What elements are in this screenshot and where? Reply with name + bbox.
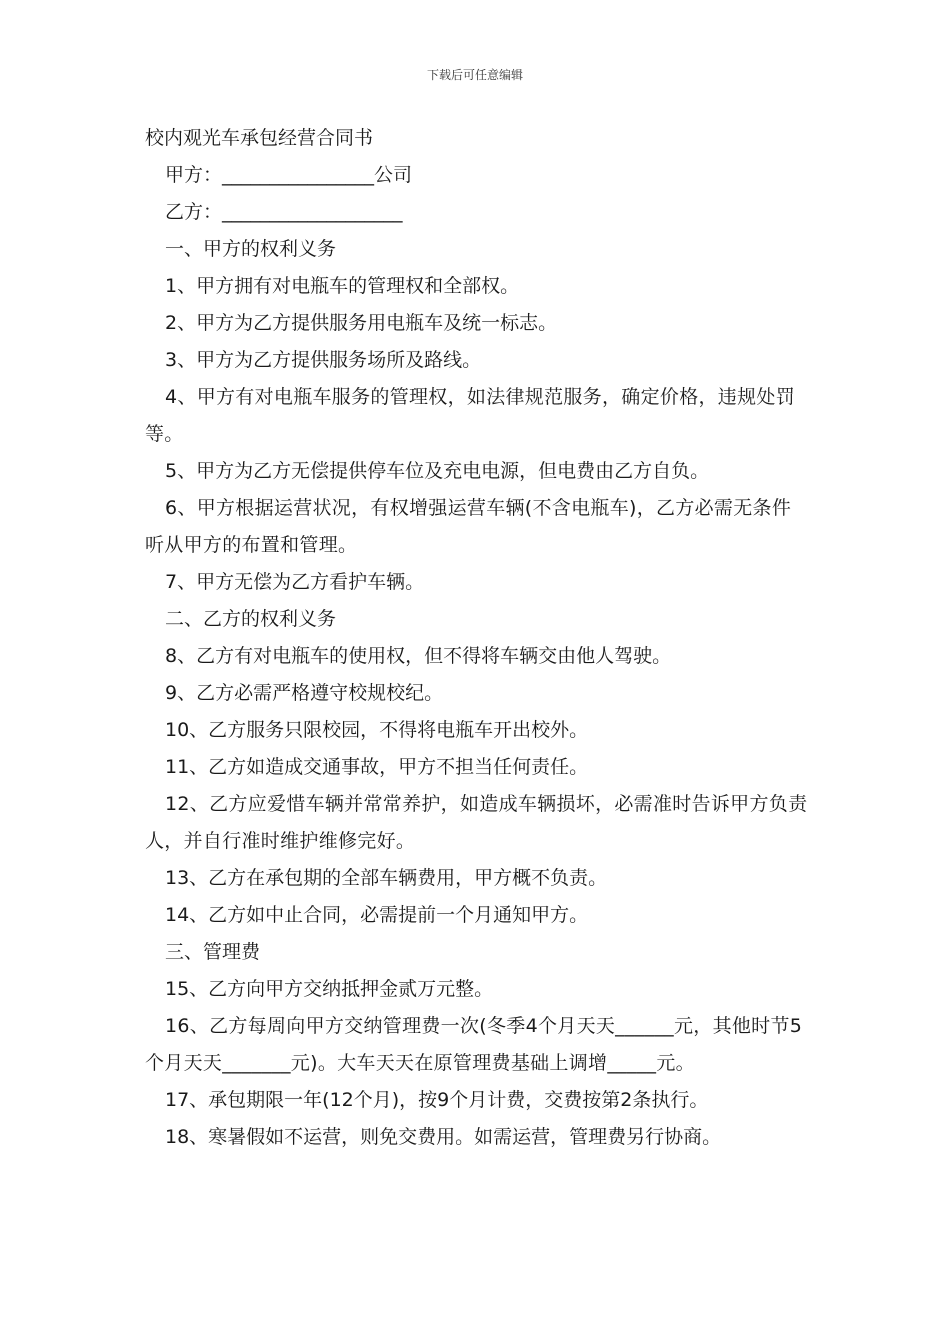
contract-document (145, 120, 810, 1156)
clause-13: 13、乙方在承包期的全部车辆费用，甲方概不负责。 (165, 867, 608, 889)
section-heading-3: 三、管理费 (165, 941, 261, 963)
section-heading-2: 二、乙方的权利义务 (165, 608, 337, 630)
clause-16: 16、乙方每周向甲方交纳管理费一次(冬季4个月天天______元，其他时节5个月天天_______元)。大车天天在原管理费基础上调增_____元。 (145, 1015, 803, 1074)
clause-18: 18、寒暑假如不运营，则免交费用。如需运营，管理费另行协商。 (165, 1126, 722, 1148)
clause-14: 14、乙方如中止合同，必需提前一个月通知甲方。 (165, 904, 589, 926)
clause-4: 4、甲方有对电瓶车服务的管理权，如法律规范服务，确定价格，违规处罚等。 (145, 386, 795, 445)
clause-17: 17、承包期限一年(12个月)，按9个月计费，交费按第2条执行。 (165, 1089, 709, 1111)
clause-12: 12、乙方应爱惜车辆并常常养护，如造成车辆损坏，必需准时告诉甲方负责人，并自行准时维护维修完好。 (145, 793, 808, 852)
clause-15: 15、乙方向甲方交纳抵押金贰万元整。 (165, 978, 494, 1000)
clause-5: 5、甲方为乙方无偿提供停车位及充电电源，但电费由乙方自负。 (165, 460, 710, 482)
clause-2: 2、甲方为乙方提供服务用电瓶车及统一标志。 (165, 312, 558, 334)
clause-11: 11、乙方如造成交通事故，甲方不担当任何责任。 (165, 756, 589, 778)
section-heading-1: 一、甲方的权利义务 (165, 238, 337, 260)
clause-10: 10、乙方服务只限校园，不得将电瓶车开出校外。 (165, 719, 589, 741)
document-title: 校内观光车承包经营合同书 (145, 127, 374, 149)
clause-9: 9、乙方必需严格遵守校规校纪。 (165, 682, 444, 704)
clause-1: 1、甲方拥有对电瓶车的管理权和全部权。 (165, 275, 520, 297)
clause-7: 7、甲方无偿为乙方看护车辆。 (165, 571, 425, 593)
party-b-line: 乙方：___________________ (165, 201, 403, 223)
clause-8: 8、乙方有对电瓶车的使用权，但不得将车辆交由他人驾驶。 (165, 645, 672, 667)
page-header: 下载后可任意编辑 (426, 68, 523, 82)
party-a-line: 甲方：________________公司 (165, 164, 413, 186)
clause-3: 3、甲方为乙方提供服务场所及路线。 (165, 349, 482, 371)
clause-6: 6、甲方根据运营状况，有权增强运营车辆(不含电瓶车)，乙方必需无条件听从甲方的布置和管理。 (145, 497, 792, 556)
